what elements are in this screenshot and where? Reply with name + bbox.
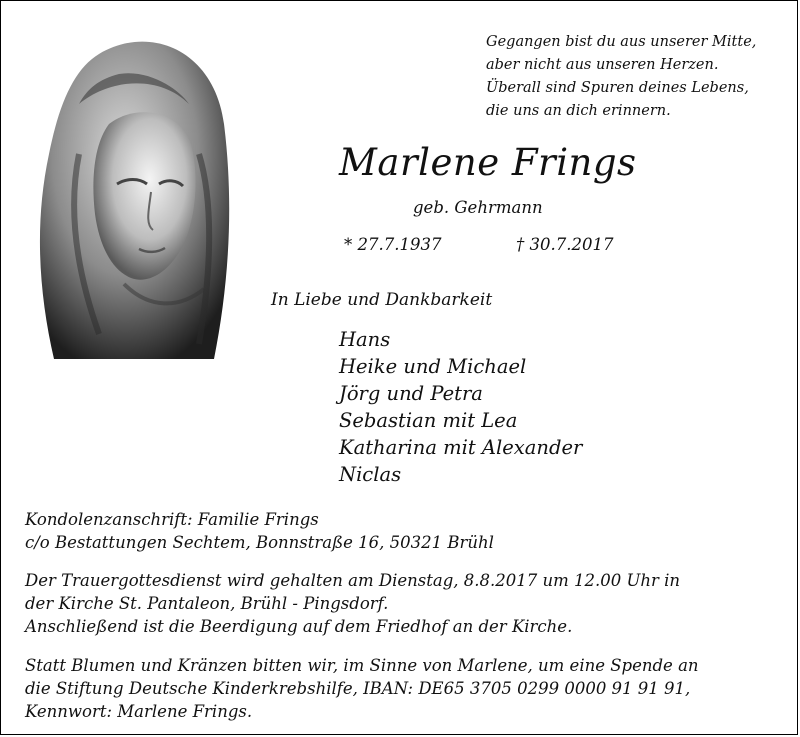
maiden-name: geb. Gehrmann [413, 198, 543, 217]
death-date: † 30.7.2017 [516, 235, 614, 254]
family-member: Jörg und Petra [339, 382, 483, 405]
family-member: Hans [339, 328, 391, 351]
condolence-line: Kondolenzanschrift: Familie Frings [25, 510, 319, 529]
deceased-name: Marlene Frings [339, 141, 637, 184]
poem-line: die uns an dich erinnern. [486, 103, 671, 119]
birth-date: * 27.7.1937 [344, 235, 442, 254]
family-member: Sebastian mit Lea [339, 409, 518, 432]
poem-line: Gegangen bist du aus unserer Mitte, [486, 34, 757, 50]
service-info [25, 569, 680, 638]
donation-line: die Stiftung Deutsche Kinderkrebshilfe, IBAN: DE65 3705 0299 0000 91 91 91, [25, 679, 691, 698]
condolence-line: c/o Bestattungen Sechtem, Bonnstraße 16, 50321 Brühl [25, 533, 494, 552]
family-member: Niclas [339, 463, 402, 486]
donation-line: Kennwort: Marlene Frings. [25, 702, 253, 721]
memorial-poem [486, 31, 786, 123]
condolence-address [25, 508, 494, 554]
family-list [339, 326, 582, 488]
donation-request [25, 654, 699, 723]
poem-line: Überall sind Spuren deines Lebens, [486, 80, 749, 96]
poem-line: aber nicht aus unseren Herzen. [486, 57, 719, 73]
family-member: Heike und Michael [339, 355, 527, 378]
service-line: Anschließend ist die Beerdigung auf dem Friedhof an der Kirche. [25, 617, 573, 636]
family-member: Katharina mit Alexander [339, 436, 583, 459]
thanks-line: In Liebe und Dankbarkeit [271, 290, 493, 310]
service-line: Der Trauergottesdienst wird gehalten am Dienstag, 8.8.2017 um 12.00 Uhr in [25, 571, 681, 590]
donation-line: Statt Blumen und Kränzen bitten wir, im Sinne von Marlene, um eine Spende an [25, 656, 699, 675]
service-line: der Kirche St. Pantaleon, Brühl - Pingsdorf. [25, 594, 389, 613]
madonna-portrait-image [39, 34, 239, 359]
